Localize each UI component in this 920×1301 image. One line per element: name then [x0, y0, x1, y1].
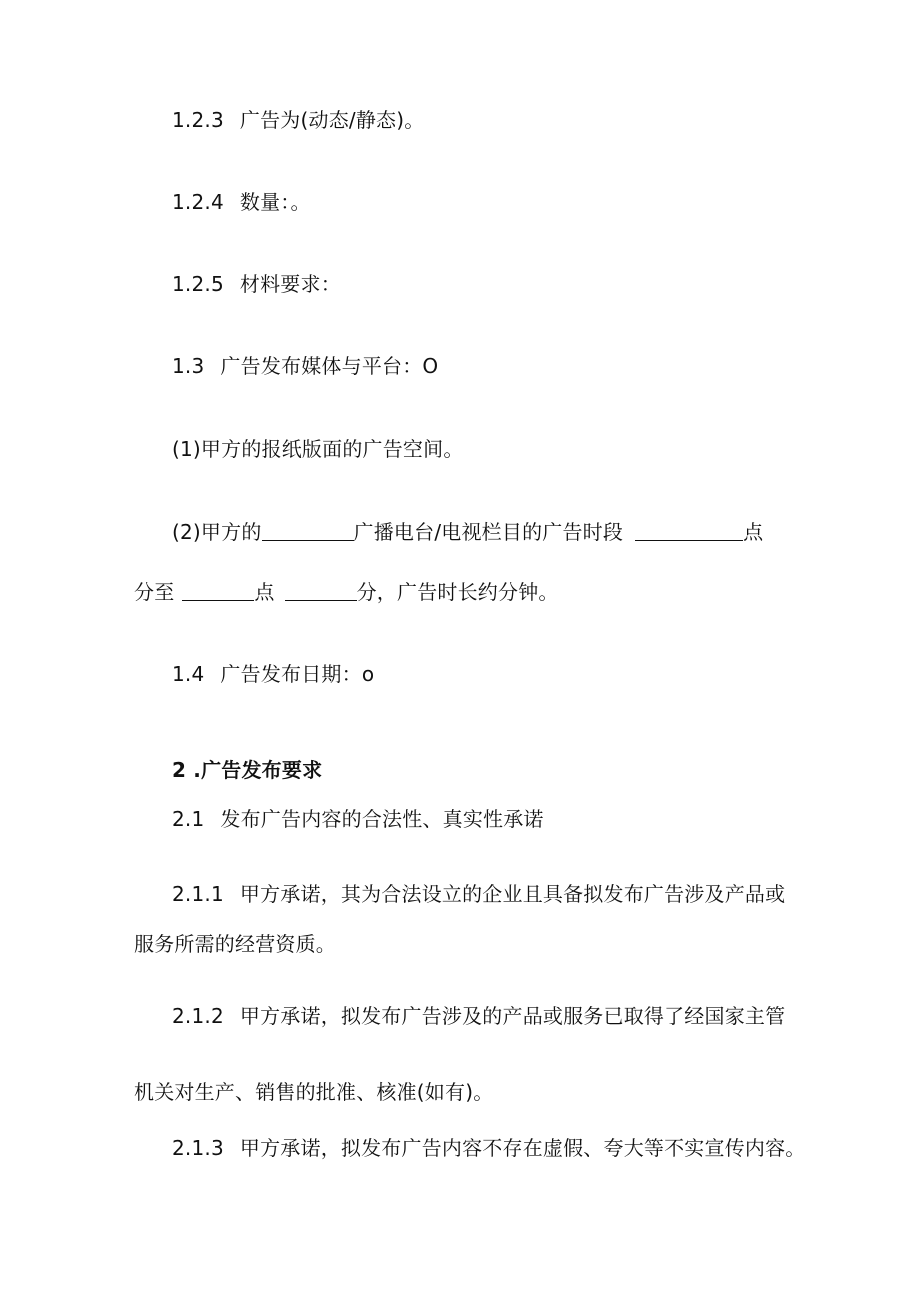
clause-1-4 — [172, 660, 374, 688]
clause-2-1 — [172, 805, 544, 833]
clause-2-1-2 — [172, 1002, 785, 1030]
clause-2-1-2-continuation: 机关对生产、销售的批准、核准(如有)。 — [134, 1080, 494, 1104]
fill-blank-start-hour[interactable] — [635, 520, 743, 541]
clause-number: 2.1.1 — [172, 882, 224, 906]
option-text-c: 分，广告时长约分钟。 — [356, 580, 559, 604]
clause-2-1-1-continuation: 服务所需的经营资质。 — [134, 932, 336, 956]
clause-2-1-3 — [172, 1134, 806, 1162]
option-text-a: 分至 — [134, 580, 175, 604]
clause-number: 2.1.3 — [172, 1136, 224, 1160]
option-mid: 广播电台/电视栏目的广告时段 — [353, 520, 624, 544]
clause-text: 材料要求： — [239, 272, 341, 296]
option-prefix: (2)甲方的 — [172, 520, 262, 544]
clause-number: 2.1 — [172, 807, 205, 831]
clause-text: 甲方承诺，拟发布广告内容不存在虚假、夸大等不实宣传内容。 — [239, 1136, 806, 1160]
clause-text: 甲方承诺，拟发布广告涉及的产品或服务已取得了经国家主管 — [239, 1004, 786, 1028]
clause-number: 1.2.3 — [172, 108, 224, 132]
clause-number: 2.1.2 — [172, 1004, 224, 1028]
option-2-continuation — [134, 578, 559, 606]
option-1 — [172, 435, 464, 463]
clause-text: 甲方承诺，其为合法设立的企业且具备拟发布广告涉及产品或 — [239, 882, 786, 906]
fill-blank-end-minute[interactable] — [285, 580, 357, 601]
section-2-heading: 2 .广告发布要求 — [172, 758, 323, 782]
option-text-b: 点 — [254, 580, 275, 604]
clause-number: 1.4 — [172, 662, 205, 686]
clause-1-2-3 — [172, 106, 424, 134]
fill-blank-media[interactable] — [262, 520, 354, 541]
clause-text: 发布广告内容的合法性、真实性承诺 — [220, 807, 544, 831]
clause-number: 1.2.5 — [172, 272, 224, 296]
clause-text: 广告发布媒体与平台：O — [220, 354, 439, 378]
clause-text: 广告为(动态/静态)。 — [239, 108, 425, 132]
option-suffix: 点 — [743, 520, 764, 544]
clause-1-2-5 — [172, 270, 341, 298]
fill-blank-start-minute[interactable] — [182, 580, 254, 601]
clause-text: 数量：。 — [239, 190, 311, 214]
option-2 — [172, 518, 763, 546]
clause-1-3 — [172, 352, 438, 380]
clause-text: 广告发布日期：o — [220, 662, 375, 686]
clause-1-2-4 — [172, 188, 311, 216]
clause-number: 1.2.4 — [172, 190, 224, 214]
clause-number: 1.3 — [172, 354, 205, 378]
option-text: (1)甲方的报纸版面的广告空间。 — [172, 437, 464, 461]
clause-2-1-1 — [172, 880, 785, 908]
